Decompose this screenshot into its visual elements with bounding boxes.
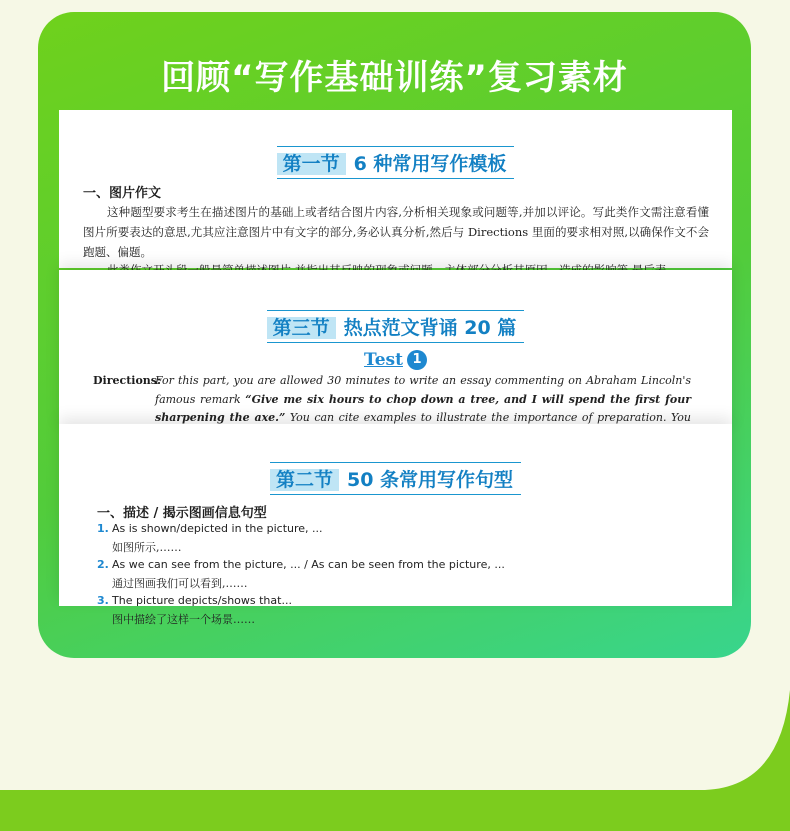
sample-page-2	[59, 270, 732, 430]
section-number: 第三节	[267, 317, 336, 339]
section-number: 第二节	[270, 469, 339, 491]
test-number-badge: 1	[407, 350, 427, 370]
item-chinese: 通过图画我们可以看到,……	[112, 577, 248, 590]
section-box	[277, 146, 515, 179]
section-title: 热点范文背诵 20 篇	[343, 317, 517, 339]
test-heading	[59, 350, 732, 370]
section-heading	[59, 310, 732, 343]
sample-page-1	[59, 110, 732, 268]
section-title: 50 条常用写作句型	[346, 469, 514, 491]
item-number: 3.	[97, 594, 109, 607]
section-box	[270, 462, 521, 495]
directions-text-part: You can cite examples to illustrate the importance of preparation. You	[289, 411, 691, 424]
section-number: 第一节	[277, 153, 346, 175]
sample-page-3	[59, 424, 732, 626]
item-english: The picture depicts/shows that...	[112, 594, 292, 607]
directions-text-part: For this part, you are allowed 30 minutes to write an essay commenting on Abraham Lincoln's famous remark	[155, 374, 691, 406]
section-heading	[59, 462, 732, 495]
material-card	[38, 12, 751, 658]
paragraph: 这种题型要求考生在描述图片的基础上或者结合图片内容,分析相关现象或问题等,并加以评论。写此类作文需注意看懂图片所要表达的意思,尤其应注意图片中有文字的部分,务必认真分析,然后与 Directions 里面的要求相对照,以确保作文不会跑题、偏题。	[83, 205, 709, 259]
subheading: 一、描述 / 揭示图画信息句型	[97, 506, 267, 521]
section-heading	[59, 146, 732, 179]
item-number: 2.	[97, 558, 109, 571]
page-title: 回顾“写作基础训练”复习素材	[161, 58, 628, 98]
section-box	[267, 310, 525, 343]
directions-label: Directions:	[93, 374, 162, 387]
subheading: 一、图片作文	[83, 186, 162, 201]
item-number: 1.	[97, 522, 109, 535]
item-english: As we can see from the picture, ... / As can be seen from the picture, ...	[112, 558, 505, 571]
section-title: 6 种常用写作模板	[353, 153, 507, 175]
test-label: Test	[364, 350, 403, 370]
item-chinese: 如图所示,……	[112, 541, 182, 554]
item-english: As is shown/depicted in the picture, ...	[112, 522, 323, 535]
item-chinese: 图中描绘了这样一个场景……	[112, 613, 255, 626]
directions-quote: “Give me six hours to chop down a tree, and I will spend the first four sharpening the axe.”	[155, 392, 692, 424]
